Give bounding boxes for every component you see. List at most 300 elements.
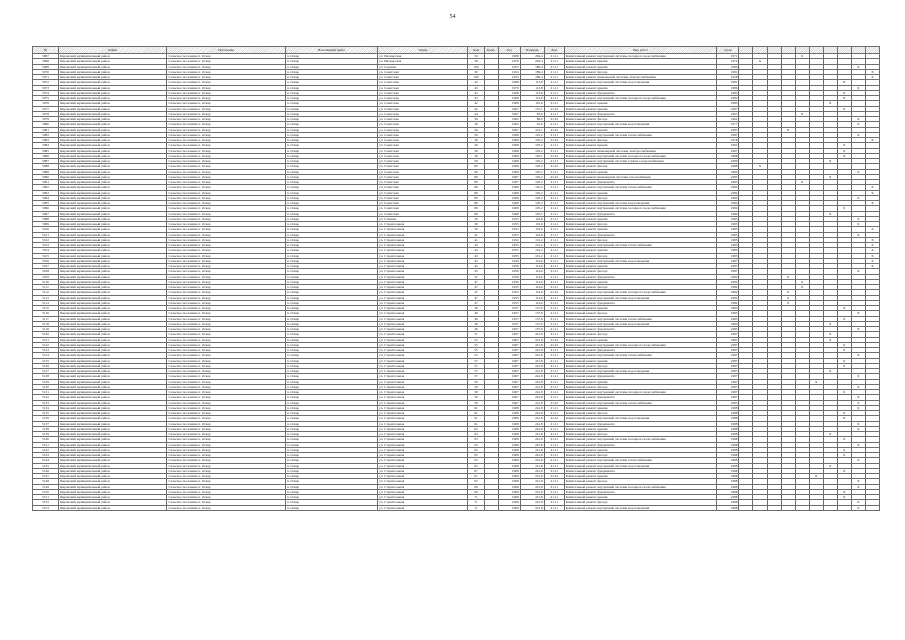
table-cell: Капитальный ремонт внутренней системы водоотведения: [564, 258, 717, 263]
table-cell: Кировский муниципальный район: [59, 395, 167, 400]
table-cell: 21.11: [544, 101, 564, 106]
table-cell: 241,8: [520, 411, 544, 416]
table-cell: 5110: [33, 279, 59, 284]
table-cell: Кировский муниципальный район: [59, 453, 167, 458]
table-cell: ул. Строительная: [378, 384, 468, 389]
table-cell: 1968: [498, 416, 520, 421]
table-cell: 1981: [717, 69, 739, 74]
column-header: №: [33, 47, 59, 54]
table-cell: 1956: [498, 269, 520, 274]
table-cell: 1956: [498, 274, 520, 279]
table-cell: 101,2: [520, 253, 544, 258]
table-cell: 21.11: [544, 195, 564, 200]
table-cell: Сельское поселение п. Оскар: [167, 248, 285, 253]
table-cell: 49: [468, 321, 484, 326]
table-cell: Капитальный ремонт инженерной системы электроснабжения: [564, 148, 717, 153]
table-cell: Сельское поселение п. Оскар: [167, 311, 285, 316]
table-cell: 1968: [498, 201, 520, 206]
table-cell: п. Оскар: [285, 164, 377, 169]
table-cell: 1987: [717, 363, 739, 368]
table-cell: 241,8: [520, 374, 544, 379]
table-cell: 1956: [498, 264, 520, 269]
table-cell: 1968: [498, 505, 520, 510]
table-cell: 1985: [717, 174, 739, 179]
table-cell: 30: [468, 69, 484, 74]
table-cell: Капитальный ремонт фундамента: [564, 374, 717, 379]
table-cell: 21.11: [544, 253, 564, 258]
table-cell: 5101: [33, 232, 59, 237]
table-cell: Кировский муниципальный район: [59, 306, 167, 311]
table-cell: Кировский муниципальный район: [59, 59, 167, 64]
table-cell: Сельское поселение п. Оскар: [167, 374, 285, 379]
table-cell: 1957: [498, 321, 520, 326]
table-cell: ул. Советская: [378, 206, 468, 211]
table-cell: 241,8: [520, 416, 544, 421]
table-cell: 1968: [498, 153, 520, 158]
table-cell: п. Оскар: [285, 264, 377, 269]
table-cell: 241,8: [520, 342, 544, 347]
table-cell: 241,8: [520, 353, 544, 358]
table-cell: Кировский муниципальный район: [59, 295, 167, 300]
work-mark-cell: [767, 505, 781, 510]
work-mark-cell: X: [865, 248, 879, 253]
table-cell: Капитальный ремонт крыши: [564, 227, 717, 232]
table-cell: 1958: [717, 75, 739, 80]
table-cell: ул. Строительная: [378, 437, 468, 442]
table-cell: 21.11: [544, 353, 564, 358]
table-cell: Капитальный ремонт крыши: [564, 85, 717, 90]
table-cell: Сельское поселение п. Оскар: [167, 295, 285, 300]
table-cell: 1988: [717, 153, 739, 158]
table-cell: 1967: [498, 180, 520, 185]
table-cell: 241,8: [520, 505, 544, 510]
table-cell: 1988: [717, 416, 739, 421]
table-cell: Сельское поселение п. Оскар: [167, 290, 285, 295]
table-cell: 241,8: [520, 379, 544, 384]
table-cell: Сельское поселение п. Оскар: [167, 411, 285, 416]
table-cell: 5075: [33, 96, 59, 101]
table-cell: п. Оскар: [285, 75, 377, 80]
table-cell: Сельское поселение п. Оскар: [167, 395, 285, 400]
table-cell: 5126: [33, 363, 59, 368]
table-cell: 80: [468, 206, 484, 211]
work-mark-cell: X: [865, 264, 879, 269]
table-cell: 63: [468, 437, 484, 442]
work-mark-cell: X: [837, 416, 851, 421]
table-cell: 1970: [498, 59, 520, 64]
table-cell: 114,6: [520, 300, 544, 305]
table-cell: 91,0: [520, 122, 544, 127]
table-cell: ул. Советская: [378, 195, 468, 200]
table-cell: Капитальный ремонт внутренней системы теплоснабжения: [564, 353, 717, 358]
table-cell: Сельское поселение п. Оскар: [167, 138, 285, 143]
table-cell: 1955: [498, 222, 520, 227]
table-cell: 56: [468, 138, 484, 143]
table-cell: 105,2: [520, 201, 544, 206]
table-cell: 105,2: [520, 206, 544, 211]
table-cell: 43: [468, 253, 484, 258]
table-cell: ул. Советская: [378, 132, 468, 137]
table-cell: 21.11: [544, 484, 564, 489]
table-cell: п. Оскар: [285, 201, 377, 206]
work-mark-cell: X: [865, 243, 879, 248]
table-cell: 39: [468, 227, 484, 232]
table-cell: ул. Строительная: [378, 232, 468, 237]
table-cell: 21.11: [544, 363, 564, 368]
table-cell: 241,8: [520, 458, 544, 463]
table-cell: Кировский муниципальный район: [59, 474, 167, 479]
work-mark-cell: X: [851, 458, 865, 463]
work-mark-cell: X: [851, 384, 865, 389]
table-cell: 1968: [498, 54, 520, 59]
table-cell: Сельское поселение п. Оскар: [167, 185, 285, 190]
table-cell: 21.11: [544, 59, 564, 64]
table-cell: Сельское поселение п. Оскар: [167, 500, 285, 505]
table-cell: Сельское поселение п. Оскар: [167, 495, 285, 500]
table-cell: 1970: [498, 85, 520, 90]
table-cell: Сельское поселение п. Оскар: [167, 363, 285, 368]
table-cell: Капитальный ремонт крыши: [564, 169, 717, 174]
table-cell: Капитальный ремонт фасада: [564, 237, 717, 242]
table-cell: 67: [468, 468, 484, 473]
table-cell: 43: [468, 85, 484, 90]
table-cell: 1988: [717, 447, 739, 452]
table-cell: 59: [468, 379, 484, 384]
table-cell: 21.11: [544, 216, 564, 221]
table-cell: 241,8: [520, 489, 544, 494]
table-cell: 100: [468, 64, 484, 69]
table-cell: ул. Строительная: [378, 500, 468, 505]
work-mark-cell: X: [865, 258, 879, 263]
table-cell: Кировский муниципальный район: [59, 127, 167, 132]
table-cell: Кировский муниципальный район: [59, 243, 167, 248]
table-cell: п. Оскар: [285, 222, 377, 227]
table-cell: 119,6: [520, 232, 544, 237]
work-mark-cell: X: [837, 363, 851, 368]
table-cell: 1987: [717, 395, 739, 400]
table-cell: п. Оскар: [285, 180, 377, 185]
table-cell: 157,1: [520, 106, 544, 111]
work-mark-cell: X: [837, 342, 851, 347]
table-cell: 53: [468, 337, 484, 342]
table-cell: ул. Советская: [378, 201, 468, 206]
table-cell: Капитальный ремонт фасада: [564, 311, 717, 316]
table-cell: Сельское поселение п. Оскар: [167, 264, 285, 269]
table-cell: 21.11: [544, 458, 564, 463]
table-cell: 30: [468, 222, 484, 227]
table-cell: п. Оскар: [285, 437, 377, 442]
table-cell: Капитальный ремонт фундамента: [564, 421, 717, 426]
table-cell: 49: [468, 327, 484, 332]
table-cell: 105,2: [520, 164, 544, 169]
table-cell: ул. Советская: [378, 127, 468, 132]
table-cell: Капитальный ремонт фасада: [564, 411, 717, 416]
table-cell: Капитальный ремонт фундамента: [564, 232, 717, 237]
table-cell: 5113: [33, 295, 59, 300]
table-cell: Капитальный ремонт фасада: [564, 269, 717, 274]
work-mark-cell: X: [851, 395, 865, 400]
table-cell: 21.11: [544, 122, 564, 127]
table-cell: 5139: [33, 432, 59, 437]
table-cell: Сельское поселение п. Оскар: [167, 216, 285, 221]
table-cell: ул. Строительная: [378, 269, 468, 274]
table-cell: 69: [468, 489, 484, 494]
table-cell: 61: [468, 405, 484, 410]
table-cell: 5109: [33, 274, 59, 279]
table-cell: Капитальный ремонт внутренней системы водоотведения: [564, 463, 717, 468]
table-cell: 56: [468, 127, 484, 132]
table-cell: 105,2: [520, 169, 544, 174]
table-cell: 101,2: [520, 243, 544, 248]
table-cell: Кировский муниципальный район: [59, 148, 167, 153]
table-cell: Капитальный ремонт инженерной системы газоснабжения: [564, 174, 717, 179]
work-mark-cell: X: [851, 232, 865, 237]
table-cell: 45: [468, 269, 484, 274]
work-mark-cell: X: [753, 164, 767, 169]
table-cell: Капитальный ремонт внутренней системы водоотведения: [564, 201, 717, 206]
work-mark-cell: X: [851, 484, 865, 489]
table-cell: Сельское поселение п. Оскар: [167, 279, 285, 284]
table-cell: 59: [468, 395, 484, 400]
table-cell: п. Оскар: [285, 316, 377, 321]
work-mark-cell: X: [837, 90, 851, 95]
table-cell: 5124: [33, 353, 59, 358]
table-body: [33, 54, 880, 511]
work-mark-cell: X: [781, 127, 795, 132]
table-cell: Сельское поселение п. Оскар: [167, 106, 285, 111]
table-cell: п. Оскар: [285, 117, 377, 122]
table-cell: Сельское поселение п. Оскар: [167, 211, 285, 216]
table-cell: 1968: [498, 437, 520, 442]
work-mark-cell: X: [837, 106, 851, 111]
table-cell: 21.11: [544, 85, 564, 90]
table-cell: 5105: [33, 253, 59, 258]
work-mark-cell: X: [823, 369, 837, 374]
table-cell: 1983: [717, 321, 739, 326]
table-cell: 21.22: [544, 153, 564, 158]
table-cell: ул. Советская: [378, 75, 468, 80]
table-cell: п. Оскар: [285, 285, 377, 290]
table-cell: Сельское поселение п. Оскар: [167, 85, 285, 90]
table-cell: ул. Строительная: [378, 222, 468, 227]
table-cell: 21.11: [544, 159, 564, 164]
table-cell: Кировский муниципальный район: [59, 237, 167, 242]
work-mark-cell: X: [837, 206, 851, 211]
work-mark-cell: X: [851, 421, 865, 426]
table-cell: Капитальный ремонт крыши: [564, 101, 717, 106]
table-cell: 101,2: [520, 132, 544, 137]
table-cell: 1967: [498, 395, 520, 400]
table-cell: 5142: [33, 447, 59, 452]
table-cell: 5121: [33, 337, 59, 342]
work-mark-cell: X: [851, 222, 865, 227]
table-cell: Капитальный ремонт внутренней системы водоотведения: [564, 122, 717, 127]
table-cell: 114,6: [520, 295, 544, 300]
table-cell: ул. Строительная: [378, 253, 468, 258]
table-cell: п. Оскар: [285, 495, 377, 500]
work-mark-cell: X: [837, 348, 851, 353]
table-cell: Сельское поселение п. Оскар: [167, 484, 285, 489]
table-cell: п. Оскар: [285, 138, 377, 143]
table-cell: 21.11: [544, 332, 564, 337]
table-cell: Капитальный ремонт внутренней системы холодного водоснабжения: [564, 437, 717, 442]
table-cell: ул. Строительная: [378, 421, 468, 426]
table-cell: 57: [468, 374, 484, 379]
table-cell: Капитальный ремонт фасада: [564, 453, 717, 458]
table-cell: п. Оскар: [285, 122, 377, 127]
table-cell: Кировский муниципальный район: [59, 500, 167, 505]
table-cell: 21.11: [544, 111, 564, 116]
table-cell: 1980: [717, 64, 739, 69]
table-cell: 56: [468, 159, 484, 164]
work-mark-cell: [823, 505, 837, 510]
table-cell: 1977: [717, 122, 739, 127]
table-cell: 114,6: [520, 274, 544, 279]
table-cell: ул. Советская: [378, 185, 468, 190]
table-cell: 21.11: [544, 211, 564, 216]
table-cell: п. Оскар: [285, 274, 377, 279]
table-cell: 1967: [498, 337, 520, 342]
table-cell: 43: [468, 96, 484, 101]
table-cell: 1982: [717, 96, 739, 101]
table-cell: 5149: [33, 484, 59, 489]
table-cell: Капитальный ремонт фасада: [564, 363, 717, 368]
table-cell: Кировский муниципальный район: [59, 101, 167, 106]
table-cell: 241,8: [520, 337, 544, 342]
table-cell: п. Оскар: [285, 101, 377, 106]
table-cell: Капитальный ремонт внутренней системы холодного водоснабжения: [564, 290, 717, 295]
table-cell: 21.11: [544, 132, 564, 137]
table-cell: Сельское поселение п. Оскар: [167, 474, 285, 479]
table-cell: 5136: [33, 416, 59, 421]
table-cell: ул. Строительная: [378, 400, 468, 405]
table-cell: 21.11: [544, 80, 564, 85]
table-cell: 5103: [33, 243, 59, 248]
table-cell: 113,8: [520, 90, 544, 95]
table-cell: 21.11: [544, 264, 564, 269]
table-cell: 1967: [498, 374, 520, 379]
table-cell: Капитальный ремонт внутренней системы теплоснабжения: [564, 185, 717, 190]
table-cell: 5129: [33, 379, 59, 384]
work-mark-cell: X: [823, 159, 837, 164]
table-cell: п. Оскар: [285, 321, 377, 326]
table-cell: 21.11: [544, 306, 564, 311]
table-cell: Кировский муниципальный район: [59, 122, 167, 127]
table-cell: Сельское поселение п. Оскар: [167, 59, 285, 64]
table-cell: 21.11: [544, 442, 564, 447]
table-cell: 1968: [498, 405, 520, 410]
table-cell: Сельское поселение п. Оскар: [167, 180, 285, 185]
table-cell: ул. Советская: [378, 169, 468, 174]
table-cell: ул. Строительная: [378, 321, 468, 326]
table-cell: 241,8: [520, 447, 544, 452]
work-mark-cell: X: [823, 174, 837, 179]
table-cell: ул. Степная: [378, 216, 468, 221]
table-cell: п. Оскар: [285, 379, 377, 384]
table-cell: Капитальный ремонт фундамента: [564, 300, 717, 305]
table-cell: Сельское поселение п. Оскар: [167, 190, 285, 195]
column-header: [753, 47, 767, 54]
table-cell: 5071: [33, 75, 59, 80]
table-cell: 5098: [33, 216, 59, 221]
table-cell: 1955: [498, 64, 520, 69]
table-cell: Капитальный ремонт крыши: [564, 279, 717, 284]
table-cell: 21.22: [544, 174, 564, 179]
table-cell: 1955: [498, 243, 520, 248]
table-cell: Капитальный ремонт фасада: [564, 222, 717, 227]
table-cell: 21.11: [544, 237, 564, 242]
table-cell: п. Оскар: [285, 132, 377, 137]
table-cell: 5093: [33, 190, 59, 195]
table-cell: 21.11: [544, 311, 564, 316]
table-cell: Кировский муниципальный район: [59, 316, 167, 321]
table-cell: 5106: [33, 258, 59, 263]
table-cell: 63: [468, 442, 484, 447]
column-header: [739, 47, 753, 54]
table-cell: ул. Строительная: [378, 258, 468, 263]
work-mark-cell: X: [837, 80, 851, 85]
table-cell: ул. Советская: [378, 174, 468, 179]
work-mark-cell: X: [851, 269, 865, 274]
table-cell: 1983: [717, 222, 739, 227]
table-cell: 86,0: [520, 117, 544, 122]
table-cell: п. Оскар: [285, 311, 377, 316]
table-cell: 21.11: [544, 463, 564, 468]
table-cell: 55: [468, 353, 484, 358]
table-cell: Сельское поселение п. Оскар: [167, 327, 285, 332]
table-cell: п. Оскар: [285, 348, 377, 353]
table-cell: 67: [468, 479, 484, 484]
table-cell: 1968: [498, 458, 520, 463]
table-cell: Капитальный ремонт фундамента: [564, 327, 717, 332]
table-cell: ул. Строительная: [378, 316, 468, 321]
table-cell: Капитальный ремонт крыши: [564, 405, 717, 410]
table-cell: 21.22: [544, 416, 564, 421]
table-cell: 21.11: [544, 316, 564, 321]
table-cell: ул. Строительная: [378, 327, 468, 332]
table-cell: Кировский муниципальный район: [59, 400, 167, 405]
table-cell: Сельское поселение п. Оскар: [167, 437, 285, 442]
work-mark-cell: X: [837, 358, 851, 363]
table-cell: 21.11: [544, 379, 564, 384]
table-cell: Сельское поселение п. Оскар: [167, 174, 285, 179]
table-cell: Сельское поселение п. Оскар: [167, 253, 285, 258]
work-mark-cell: X: [781, 300, 795, 305]
table-cell: ул. Строительная: [378, 248, 468, 253]
table-cell: 1968: [498, 432, 520, 437]
table-cell: Кировский муниципальный район: [59, 90, 167, 95]
table-cell: 110,6: [520, 101, 544, 106]
work-mark-cell: X: [823, 337, 837, 342]
table-cell: Капитальный ремонт фундамента: [564, 274, 717, 279]
table-cell: 1988: [717, 164, 739, 169]
work-mark-cell: X: [823, 321, 837, 326]
table-cell: 114,6: [520, 269, 544, 274]
table-cell: 21.11: [544, 495, 564, 500]
table-cell: 1967: [498, 379, 520, 384]
table-cell: ул. Строительная: [378, 363, 468, 368]
table-cell: ул. Пионерская: [378, 59, 468, 64]
table-cell: 1955: [498, 75, 520, 80]
table-cell: 1987: [717, 348, 739, 353]
table-cell: Кировский муниципальный район: [59, 153, 167, 158]
table-cell: Капитальный ремонт крыши: [564, 127, 717, 132]
table-cell: 1987: [717, 258, 739, 263]
table-cell: ул. Советская: [378, 211, 468, 216]
table-cell: ул. Строительная: [378, 432, 468, 437]
table-cell: Сельское поселение п. Оскар: [167, 468, 285, 473]
table-cell: 1983: [717, 306, 739, 311]
